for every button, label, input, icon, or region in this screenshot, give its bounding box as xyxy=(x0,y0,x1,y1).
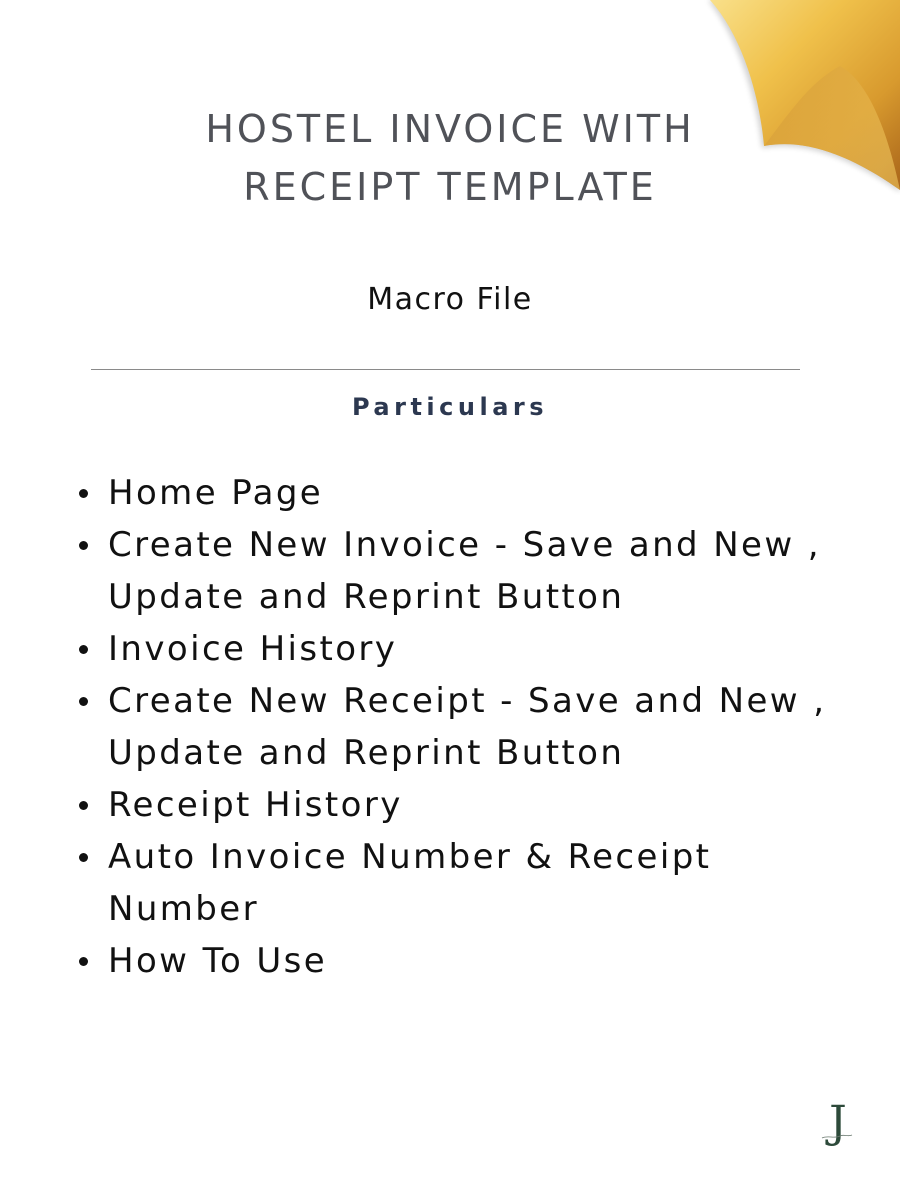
logo-letter: J xyxy=(829,1097,847,1148)
list-item xyxy=(108,831,868,935)
list-item-text: Receipt History xyxy=(108,785,403,825)
list-item xyxy=(108,623,868,675)
bullet-icon xyxy=(79,541,88,550)
bullet-icon xyxy=(79,801,88,810)
document-subtitle: Macro File xyxy=(367,282,533,317)
feature-list xyxy=(108,467,868,987)
list-item xyxy=(108,519,868,623)
section-divider xyxy=(91,369,800,370)
list-item-text: Home Page xyxy=(108,473,324,513)
document-title-line-1: HOSTEL INVOICE WITH xyxy=(205,107,695,151)
list-item-text: Invoice History xyxy=(108,629,398,669)
list-item-text: Create New Receipt - Save and New , Update and Reprint Button xyxy=(108,681,827,773)
bullet-icon xyxy=(79,957,88,966)
bullet-icon xyxy=(79,853,88,862)
bullet-icon xyxy=(79,489,88,498)
document-title xyxy=(0,100,900,216)
section-heading: Particulars xyxy=(351,393,549,421)
list-item-text: Auto Invoice Number & Receipt Number xyxy=(108,837,712,929)
bullet-icon xyxy=(79,645,88,654)
list-item-text: Create New Invoice - Save and New , Update and Reprint Button xyxy=(108,525,821,617)
list-item xyxy=(108,779,868,831)
list-item xyxy=(108,675,868,779)
list-item-text: How To Use xyxy=(108,941,328,981)
list-item xyxy=(108,935,868,987)
document-title-line-2: RECEIPT TEMPLATE xyxy=(243,165,657,209)
bullet-icon xyxy=(79,697,88,706)
letter-j-logo-icon xyxy=(818,1095,858,1159)
list-item xyxy=(108,467,868,519)
